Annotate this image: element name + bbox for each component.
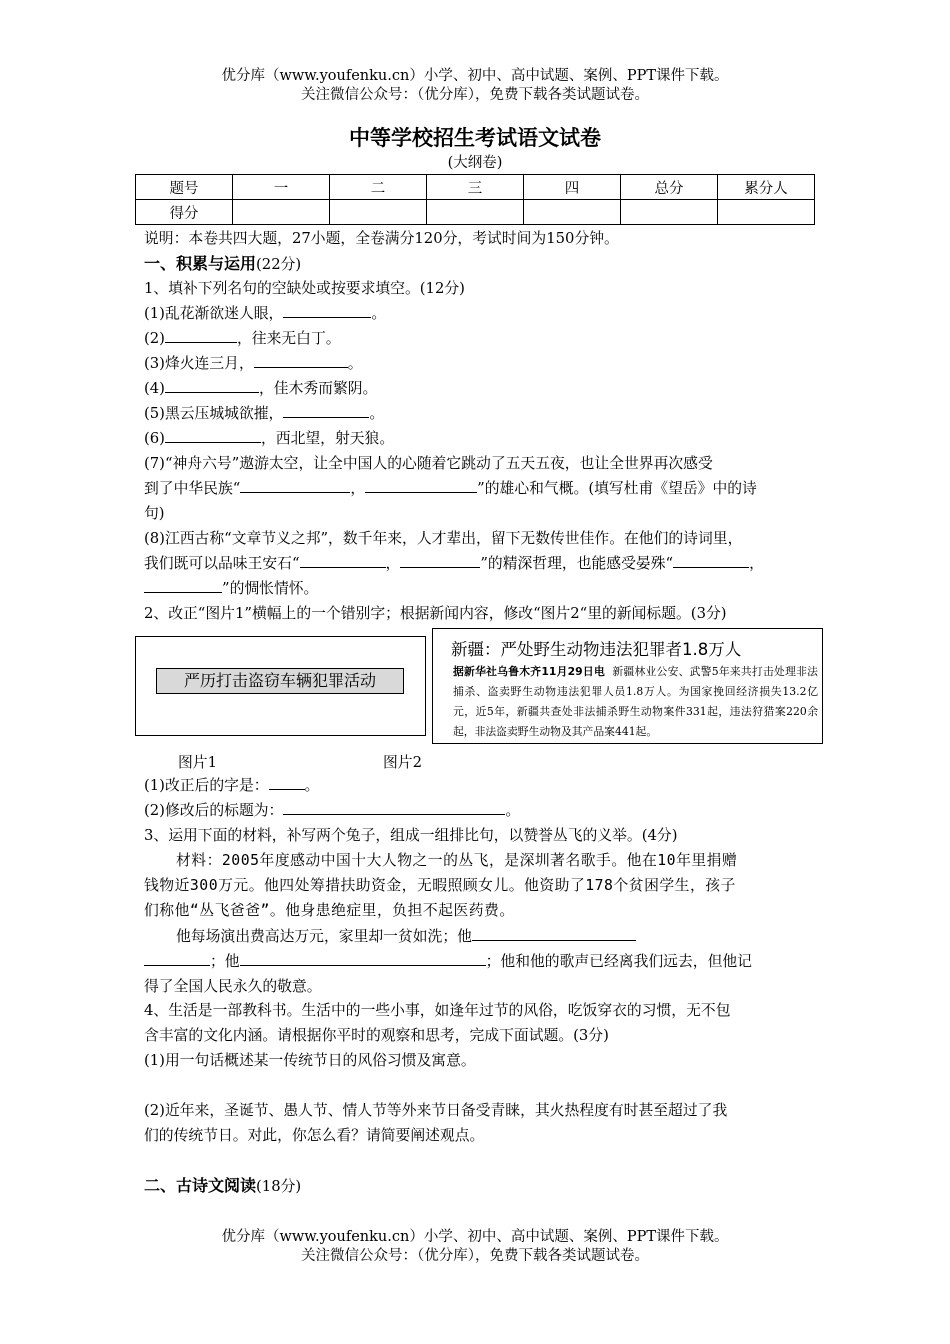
q2-answer-1 bbox=[144, 774, 319, 798]
q3-sentence-text: 他每场演出费高达万元，家里却一贫如洗；他 bbox=[176, 928, 472, 945]
score-table bbox=[135, 174, 815, 225]
answer-blank[interactable] bbox=[283, 799, 505, 815]
picture-1-frame bbox=[135, 636, 426, 736]
answer-blank[interactable] bbox=[165, 377, 259, 393]
answer-blank[interactable] bbox=[144, 577, 222, 593]
q1-item-3-end: 。 bbox=[347, 355, 363, 372]
score-header-cell: 三 bbox=[427, 175, 524, 200]
picture-2-caption: 图片2 bbox=[383, 754, 423, 771]
q1-item-8-mid: ”的精深哲理，也能感受晏殊“ bbox=[480, 555, 674, 572]
q1-item-1-text: (1)乱花渐欲迷人眼， bbox=[144, 305, 284, 322]
score-row-label: 得分 bbox=[136, 200, 233, 225]
answer-blank[interactable] bbox=[254, 352, 348, 368]
q1-item-3-text: (3)烽火连三月， bbox=[144, 355, 254, 372]
q1-item-3 bbox=[144, 352, 363, 376]
score-header-cell: 一 bbox=[233, 175, 330, 200]
answer-blank[interactable] bbox=[283, 402, 369, 418]
score-cell[interactable] bbox=[718, 200, 815, 225]
q1-item-7-text: 到了中华民族“ bbox=[144, 480, 241, 497]
q1-item-7-line-1: (7)“神舟六号”遨游太空，让全中国人的心随着它跳动了五天五夜，也让全世界再次感受 bbox=[144, 455, 713, 472]
q1-item-2-text: (2) bbox=[144, 330, 165, 347]
q4-stem-line-1: 4、生活是一部教科书。生活中的一些小事，如逢年过节的风俗，吃饭穿衣的习惯，无不包 bbox=[144, 1002, 731, 1019]
q3-material-line-1: 材料：2005年度感动中国十大人物之一的丛飞，是深圳著名歌手。他在10年里捐赠 bbox=[176, 852, 738, 869]
score-table-row bbox=[136, 200, 815, 225]
picture-1-caption: 图片1 bbox=[178, 754, 218, 771]
q1-item-5-text: (5)黑云压城城欲摧， bbox=[144, 405, 284, 422]
score-cell[interactable] bbox=[524, 200, 621, 225]
score-table-header-row bbox=[136, 175, 815, 200]
score-header-cell: 四 bbox=[524, 175, 621, 200]
q2-answer-2 bbox=[144, 799, 520, 823]
q1-item-8-comma: ， bbox=[385, 555, 401, 572]
section1-title: 一、积累与运用 bbox=[144, 254, 257, 273]
news-title: 新疆：严处野生动物违法犯罪者1.8万人 bbox=[451, 640, 742, 659]
q1-item-7-line-2 bbox=[144, 477, 757, 501]
answer-blank[interactable] bbox=[240, 950, 486, 966]
q1-item-6-end: ，西北望，射天狼。 bbox=[260, 430, 395, 447]
answer-blank[interactable] bbox=[144, 950, 210, 966]
answer-blank[interactable] bbox=[472, 925, 636, 941]
q2-answer-2-text: (2)修改后的标题为： bbox=[144, 802, 284, 819]
q1-item-4-text: (4) bbox=[144, 380, 165, 397]
section1-points: (22分) bbox=[256, 256, 302, 273]
q4-part-2-line-2: 们的传统节日。对此，你怎么看？请简要阐述观点。 bbox=[144, 1127, 485, 1144]
q2-answer-1-end: 。 bbox=[304, 777, 320, 794]
q3-sentence-line-3: 得了全国人民永久的敬意。 bbox=[144, 978, 322, 995]
q4-part-2-line-1: (2)近年来，圣诞节、愚人节、情人节等外来节日备受青睐，其火热程度有时甚至超过了我 bbox=[144, 1102, 728, 1119]
q3-material-line-2: 钱物近300万元。他四处筹措扶助资金，无暇照顾女儿。他资助了178个贫困学生，孩子 bbox=[144, 877, 736, 894]
q1-item-7-comma: ， bbox=[350, 480, 366, 497]
q4-part-1: (1)用一句话概述某一传统节日的风俗习惯及寓意。 bbox=[144, 1052, 476, 1069]
footer-line-1: 优分库（www.youfenku.cn）小学、初中、高中试题、案例、PPT课件下载。 bbox=[221, 1229, 729, 1245]
q3-stem: 3、运用下面的材料，补写两个兔子，组成一组排比句，以赞誉丛飞的义举。(4分) bbox=[144, 827, 678, 844]
answer-blank[interactable] bbox=[365, 477, 477, 493]
news-lead: 据新华社乌鲁木齐11月29日电 bbox=[453, 665, 605, 678]
q1-item-6 bbox=[144, 427, 394, 451]
section2-title: 二、古诗文阅读 bbox=[144, 1176, 257, 1195]
answer-blank[interactable] bbox=[240, 477, 350, 493]
q3-material-line-3: 们称他“丛飞爸爸”。他身患绝症里，负担不起医药费。 bbox=[144, 902, 515, 919]
section2-points: (18分) bbox=[256, 1178, 302, 1195]
q1-item-7-end: ”的雄心和气概。(填写杜甫《望岳》中的诗 bbox=[477, 480, 757, 497]
q3-sentence-line-2 bbox=[144, 950, 752, 974]
header-line-1: 优分库（www.youfenku.cn）小学、初中、高中试题、案例、PPT课件下载。 bbox=[221, 68, 729, 84]
score-cell[interactable] bbox=[427, 200, 524, 225]
q2-answer-1-text: (1)改正后的字是： bbox=[144, 777, 269, 794]
score-header-cell: 累分人 bbox=[718, 175, 815, 200]
score-header-cell: 题号 bbox=[136, 175, 233, 200]
q1-item-2 bbox=[144, 327, 341, 351]
news-body bbox=[453, 662, 818, 742]
answer-blank[interactable] bbox=[283, 302, 371, 318]
page-title: 中等学校招生考试语文试卷 bbox=[349, 126, 601, 150]
page-subtitle: (大纲卷) bbox=[447, 155, 503, 171]
q1-item-8-line-3 bbox=[144, 577, 318, 601]
score-cell[interactable] bbox=[621, 200, 718, 225]
answer-blank[interactable] bbox=[673, 552, 749, 568]
answer-blank[interactable] bbox=[165, 327, 237, 343]
q1-item-5-end: 。 bbox=[369, 405, 385, 422]
q1-item-8-end: ”的惆怅情怀。 bbox=[222, 580, 319, 597]
footer-line-2: 关注微信公众号：（优分库），免费下载各类试题试卷。 bbox=[301, 1248, 649, 1264]
q1-item-8-comma-2: ， bbox=[749, 555, 764, 572]
q1-item-4 bbox=[144, 377, 377, 401]
banner-text: 严历打击盗窃车辆犯罪活动 bbox=[156, 668, 404, 694]
score-header-cell: 二 bbox=[330, 175, 427, 200]
score-header-cell: 总分 bbox=[621, 175, 718, 200]
q3-sentence-line-1 bbox=[176, 925, 636, 949]
q1-item-8-text: 我们既可以品味王安石“ bbox=[144, 555, 300, 572]
header-line-2: 关注微信公众号：（优分库），免费下载各类试题试卷。 bbox=[301, 87, 649, 103]
q1-item-8-line-1: (8)江西古称“文章节义之邦”，数千年来，人才辈出，留下无数传世佳作。在他们的诗词里， bbox=[144, 530, 743, 547]
q1-item-8-line-2 bbox=[144, 552, 764, 576]
q1-item-2-end: ，往来无白丁。 bbox=[236, 330, 341, 347]
q1-item-6-text: (6) bbox=[144, 430, 165, 447]
section2-heading bbox=[144, 1174, 301, 1199]
section1-heading bbox=[144, 252, 301, 277]
q1-item-5 bbox=[144, 402, 384, 426]
q3-sentence-end: ；他和他的歌声已经离我们远去，但他记 bbox=[485, 953, 752, 970]
answer-blank[interactable] bbox=[165, 427, 261, 443]
answer-blank[interactable] bbox=[300, 552, 386, 568]
answer-blank[interactable] bbox=[400, 552, 480, 568]
q2-stem: 2、改正“图片1”横幅上的一个错别字；根据新闻内容，修改“图片2“里的新闻标题。(3分) bbox=[144, 605, 727, 622]
q3-sentence-mid: ；他 bbox=[210, 953, 240, 970]
score-cell[interactable] bbox=[233, 200, 330, 225]
exam-note: 说明：本卷共四大题，27小题，全卷满分120分，考试时间为150分钟。 bbox=[144, 230, 619, 247]
q1-item-1 bbox=[144, 302, 386, 326]
q1-stem: 1、填补下列名句的空缺处或按要求填空。(12分) bbox=[144, 280, 465, 297]
q1-item-7-line-3: 句) bbox=[144, 505, 165, 522]
answer-blank[interactable] bbox=[269, 774, 305, 790]
q1-item-1-end: 。 bbox=[371, 305, 387, 322]
q4-stem-line-2: 含丰富的文化内涵。请根据你平时的观察和思考，完成下面试题。(3分) bbox=[144, 1027, 609, 1044]
news-body-text: 新疆林业公安、武警5年来共打击处理非法捕杀、盗卖野生动物违法犯罪人员1.8万人。为国家挽回经济损失13.2亿元，近5年，新疆共查处非法捕杀野生动物案件331起，违法狩猎案220余起，非法盗卖野生动物及其产品案441起。 bbox=[453, 665, 818, 738]
q1-item-4-end: ，佳木秀而繁阴。 bbox=[258, 380, 378, 397]
q2-answer-2-end: 。 bbox=[505, 802, 521, 819]
picture-2-frame bbox=[432, 628, 823, 744]
score-cell[interactable] bbox=[330, 200, 427, 225]
